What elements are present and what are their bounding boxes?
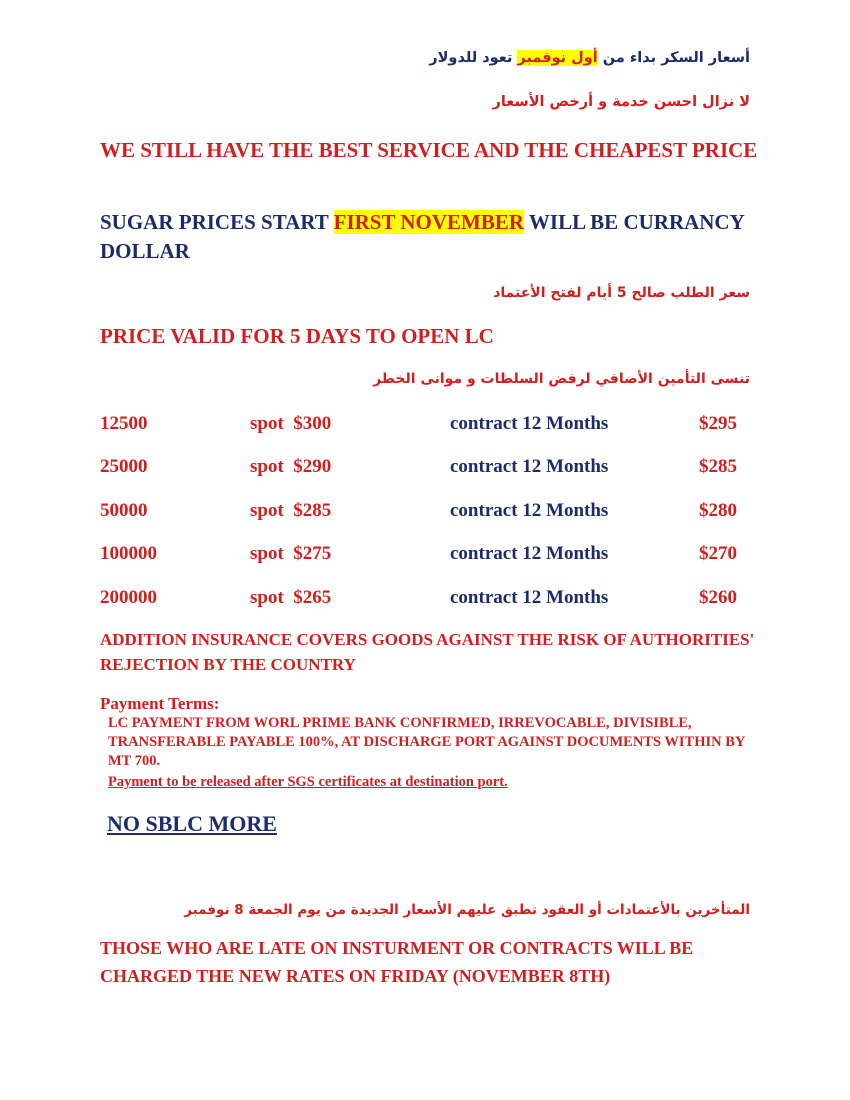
best-service-headline: WE STILL HAVE THE BEST SERVICE AND THE CHEAPEST PRICE xyxy=(100,138,758,162)
quantity-cell: 50000 xyxy=(100,500,148,521)
first-november-highlight: FIRST NOVEMBER xyxy=(333,210,525,234)
spot-price: $265 xyxy=(293,587,332,608)
quantity-cell: 100000 xyxy=(100,543,157,564)
spot-price-cell xyxy=(250,456,331,478)
payment-terms-title: Payment Terms: xyxy=(100,694,220,713)
contract-term-cell: contract 12 Months xyxy=(450,543,609,564)
no-sblc-notice: NO SBLC MORE xyxy=(107,811,277,836)
spot-label: spot xyxy=(250,543,284,564)
spot-price-cell xyxy=(250,413,331,435)
arabic-insurance-note: تنسى التأمين الأضافي لرفض السلطات و موانى الخطر xyxy=(373,371,750,387)
spot-price-cell xyxy=(250,500,331,522)
arabic-late-notice: المتأخرين بالأعتمادات أو العقود تطبق عليهم الأسعار الجديدة من يوم الجمعة 8 نوفمبر xyxy=(184,902,750,918)
arabic-best-service: لا نزال احسن خدمة و أرخص الأسعار xyxy=(492,94,750,110)
payment-release-note: Payment to be released after SGS certificates at destination port. xyxy=(108,774,508,790)
quantity-cell: 200000 xyxy=(100,587,157,608)
price-row xyxy=(0,587,850,613)
contract-term-cell: contract 12 Months xyxy=(450,413,609,434)
price-row xyxy=(0,500,850,526)
spot-label: spot xyxy=(250,587,284,608)
insurance-note: ADDITION INSURANCE COVERS GOODS AGAINST THE RISK OF AUTHORITIES' REJECTION BY THE COUNTRY xyxy=(100,630,755,674)
sugar-dollar-notice xyxy=(100,208,760,266)
contract-term-cell: contract 12 Months xyxy=(450,456,609,477)
arabic-dollar-notice xyxy=(429,50,750,66)
contract-price-cell: $280 xyxy=(699,500,737,521)
contract-price-cell: $295 xyxy=(699,413,737,434)
quantity-cell: 12500 xyxy=(100,413,148,434)
arabic-price-validity: سعر الطلب صالح 5 أيام لفتح الأعتماد xyxy=(493,285,750,301)
price-row xyxy=(0,413,850,439)
spot-label: spot xyxy=(250,500,284,521)
quantity-cell: 25000 xyxy=(100,456,148,477)
spot-price: $300 xyxy=(293,413,332,434)
payment-terms-body: LC PAYMENT FROM WORL PRIME BANK CONFIRMED, IRREVOCABLE, DIVISIBLE, TRANSFERABLE PAYABLE 100%, AT DISCHARGE PORT AGAINST DOCUMENTS WITHIN BY MT 700. xyxy=(108,715,745,769)
contract-term-cell: contract 12 Months xyxy=(450,500,609,521)
contract-term-cell: contract 12 Months xyxy=(450,587,609,608)
spot-label: spot xyxy=(250,413,284,434)
spot-label: spot xyxy=(250,456,284,477)
arabic-dollar-notice-start: أسعار السكر بداء من xyxy=(597,50,750,66)
sugar-notice-end: WILL BE CURRANCY DOLLAR xyxy=(100,210,744,263)
spot-price: $285 xyxy=(293,500,332,521)
spot-price-cell xyxy=(250,587,331,609)
contract-price-cell: $260 xyxy=(699,587,737,608)
price-row xyxy=(0,543,850,569)
price-validity-notice: PRICE VALID FOR 5 DAYS TO OPEN LC xyxy=(100,324,494,348)
price-row xyxy=(0,456,850,482)
spot-price: $290 xyxy=(293,456,332,477)
arabic-dollar-notice-end: تعود للدولار xyxy=(429,50,518,66)
contract-price-cell: $270 xyxy=(699,543,737,564)
spot-price: $275 xyxy=(293,543,332,564)
contract-price-cell: $285 xyxy=(699,456,737,477)
spot-price-cell xyxy=(250,543,331,565)
arabic-november-highlight: أول نوفمبر xyxy=(517,50,598,66)
sugar-notice-start: SUGAR PRICES START xyxy=(100,210,334,234)
late-rates-notice: THOSE WHO ARE LATE ON INSTURMENT OR CONTRACTS WILL BE CHARGED THE NEW RATES ON FRIDAY (NOVEMBER 8TH) xyxy=(100,938,694,986)
